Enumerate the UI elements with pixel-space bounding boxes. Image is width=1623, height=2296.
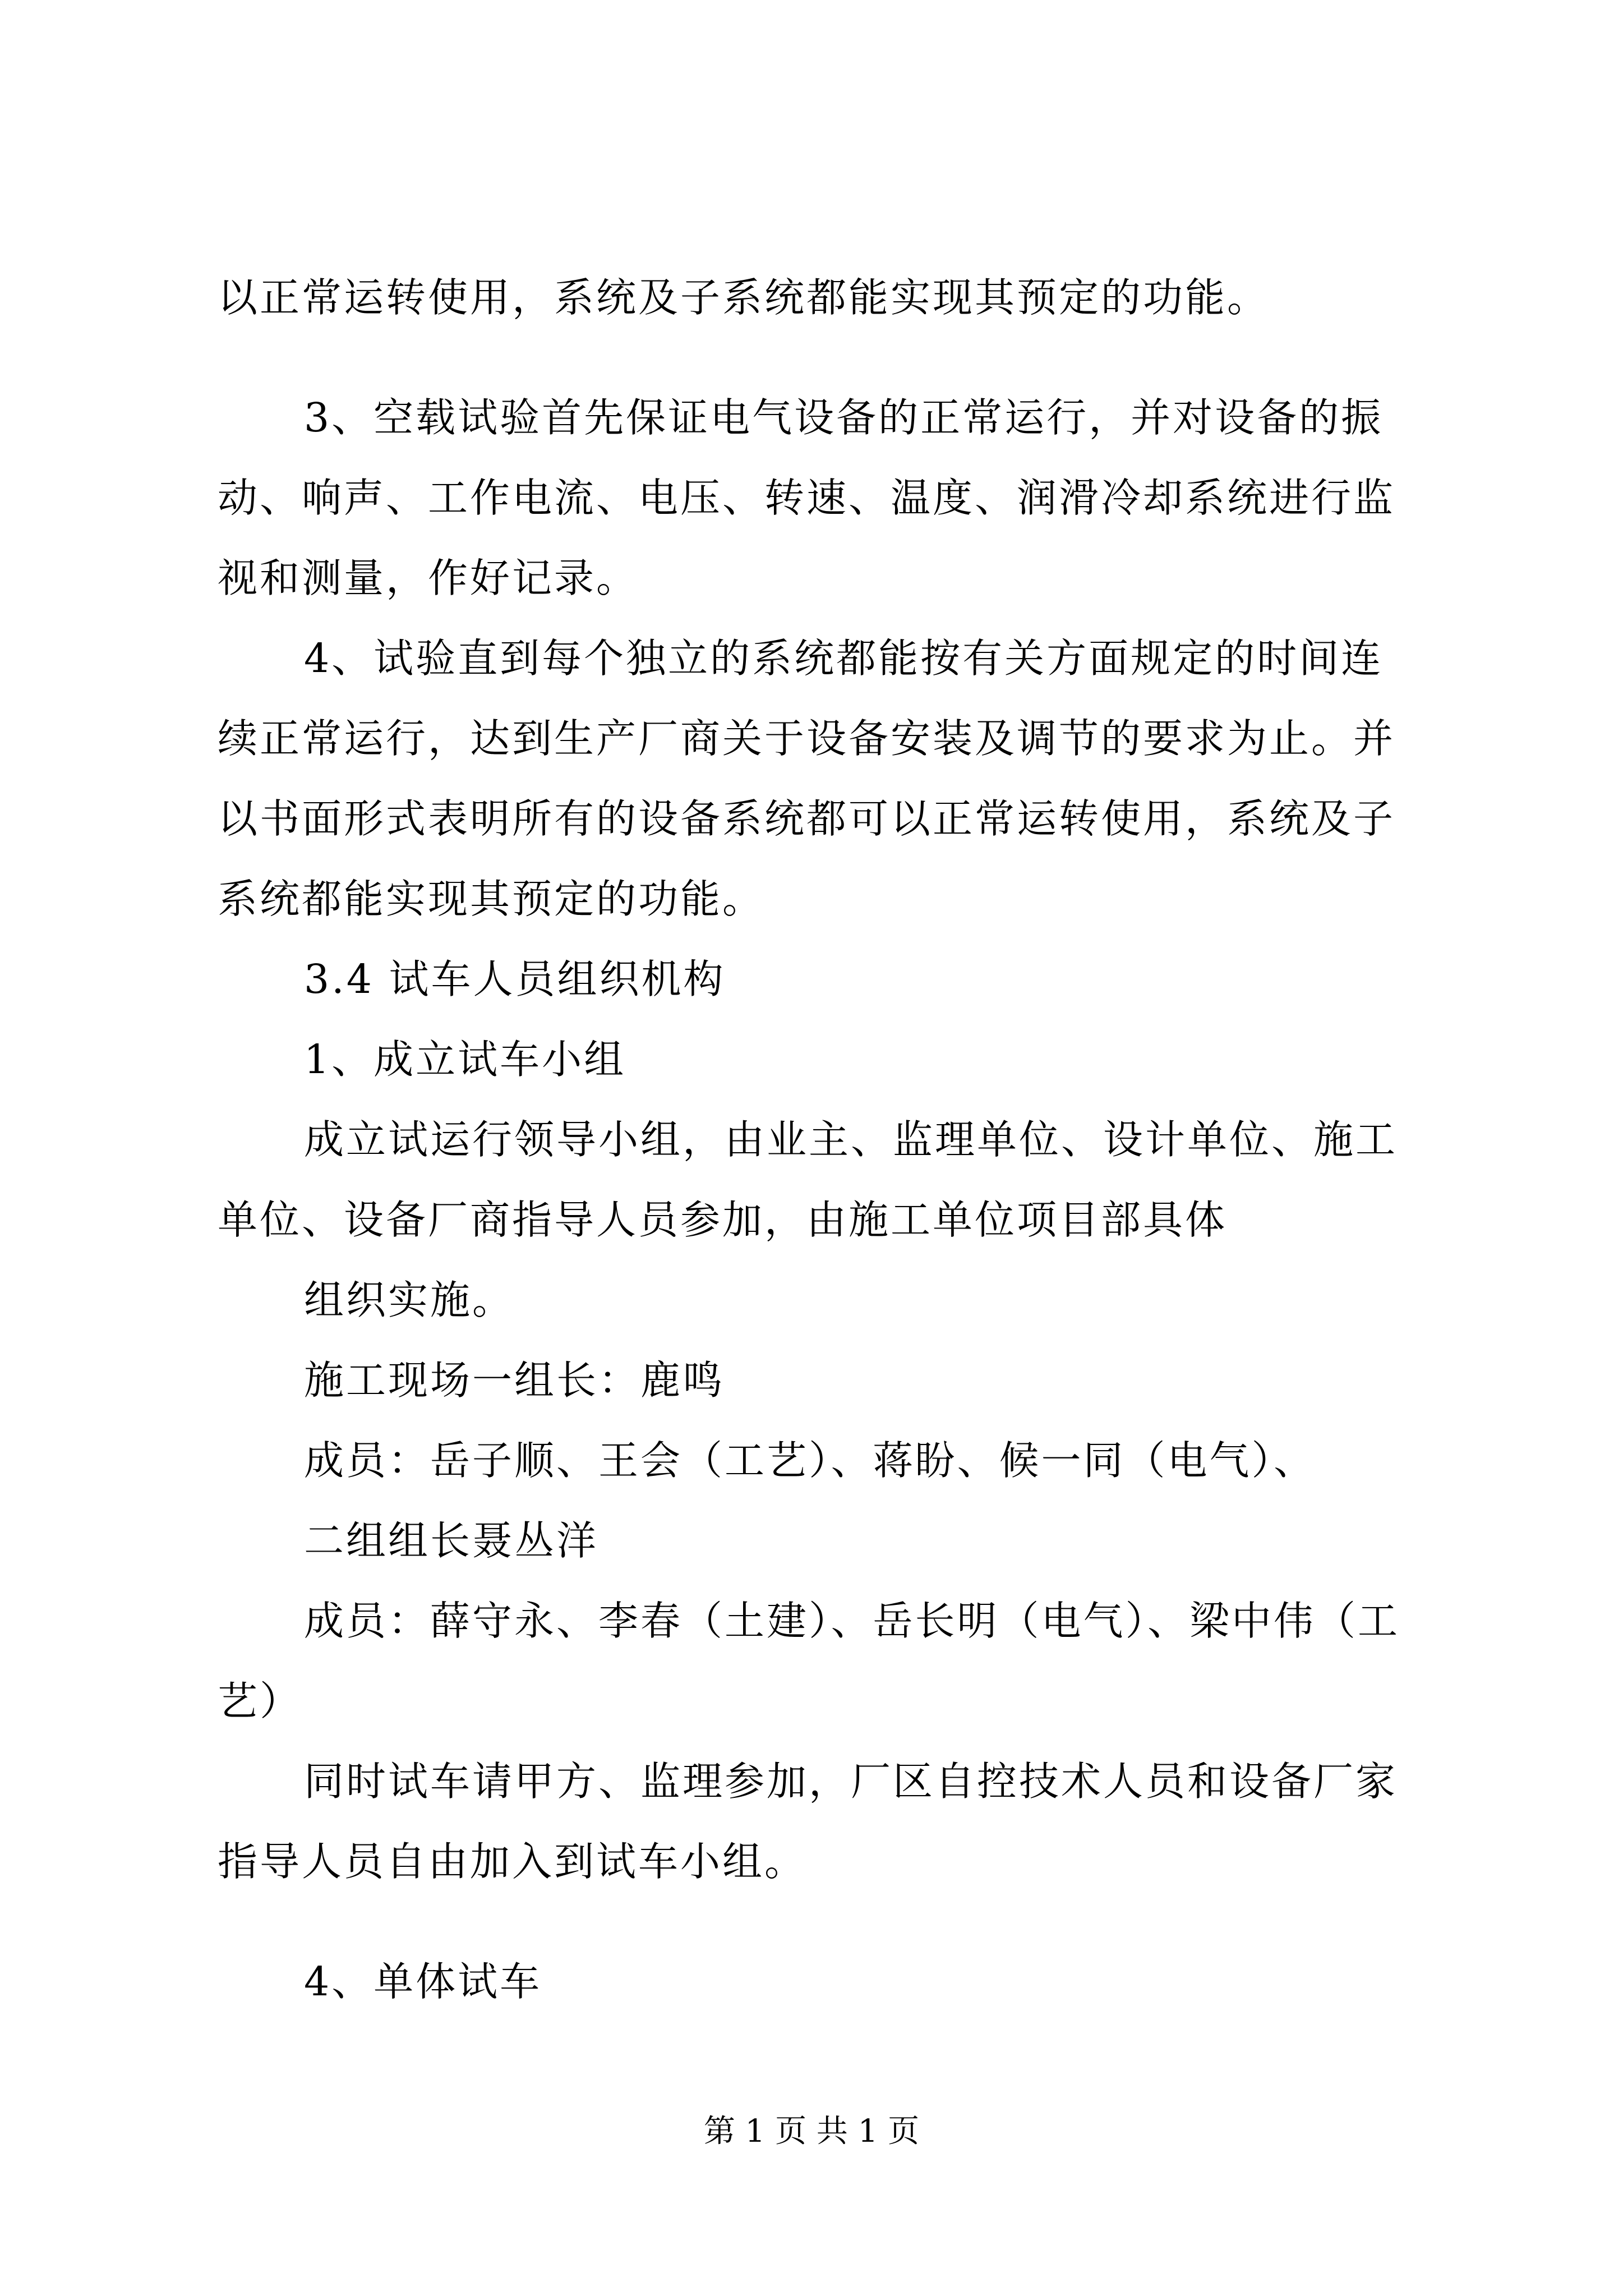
text-line-7: 以书面形式表明所有的设备系统都可以正常运转使用，系统及子 [218,795,1396,842]
text-line-11: 成立试运行领导小组，由业主、监理单位、设计单位、施工 [304,1116,1398,1163]
text-line-12: 单位、设备厂商指导人员参加，由施工单位项目部具体 [218,1197,1228,1243]
text-line-4: 视和测量，作好记录。 [218,555,639,601]
text-line-8: 系统都能实现其预定的功能。 [218,876,765,922]
text-line-15: 成员：岳子顺、王会（工艺）、蒋盼、候一同（电气）、 [304,1437,1316,1484]
text-line-18: 艺） [218,1678,302,1724]
text-line-5: 4、试验直到每个独立的系统都能按有关方面规定的时间连 [304,635,1384,682]
section-heading: 3.4 试车人员组织机构 [304,956,726,1002]
text-line-13: 组织实施。 [304,1277,515,1323]
subsection-heading-2: 4、单体试车 [304,1958,542,2005]
text-line-20: 指导人员自由加入到试车小组。 [218,1838,807,1885]
text-line-17: 成员：薛守永、李春（土建）、岳长明（电气）、梁中伟（工 [304,1598,1400,1644]
text-line-16: 二组组长聂丛洋 [304,1517,599,1564]
page-footer: 第 1 页 共 1 页 [703,2113,920,2150]
subsection-heading: 1、成立试车小组 [304,1036,626,1083]
text-line-19: 同时试车请甲方、监理参加，厂区自控技术人员和设备厂家 [304,1758,1398,1805]
text-line-6: 续正常运行，达到生产厂商关于设备安装及调节的要求为止。并 [218,715,1396,762]
text-line-2: 3、空载试验首先保证电气设备的正常运行，并对设备的振 [304,394,1384,441]
text-line-14: 施工现场一组长：鹿鸣 [304,1357,725,1404]
text-line-1: 以正常运转使用，系统及子系统都能实现其预定的功能。 [218,274,1270,321]
text-line-3: 动、响声、工作电流、电压、转速、温度、润滑冷却系统进行监 [218,475,1396,521]
